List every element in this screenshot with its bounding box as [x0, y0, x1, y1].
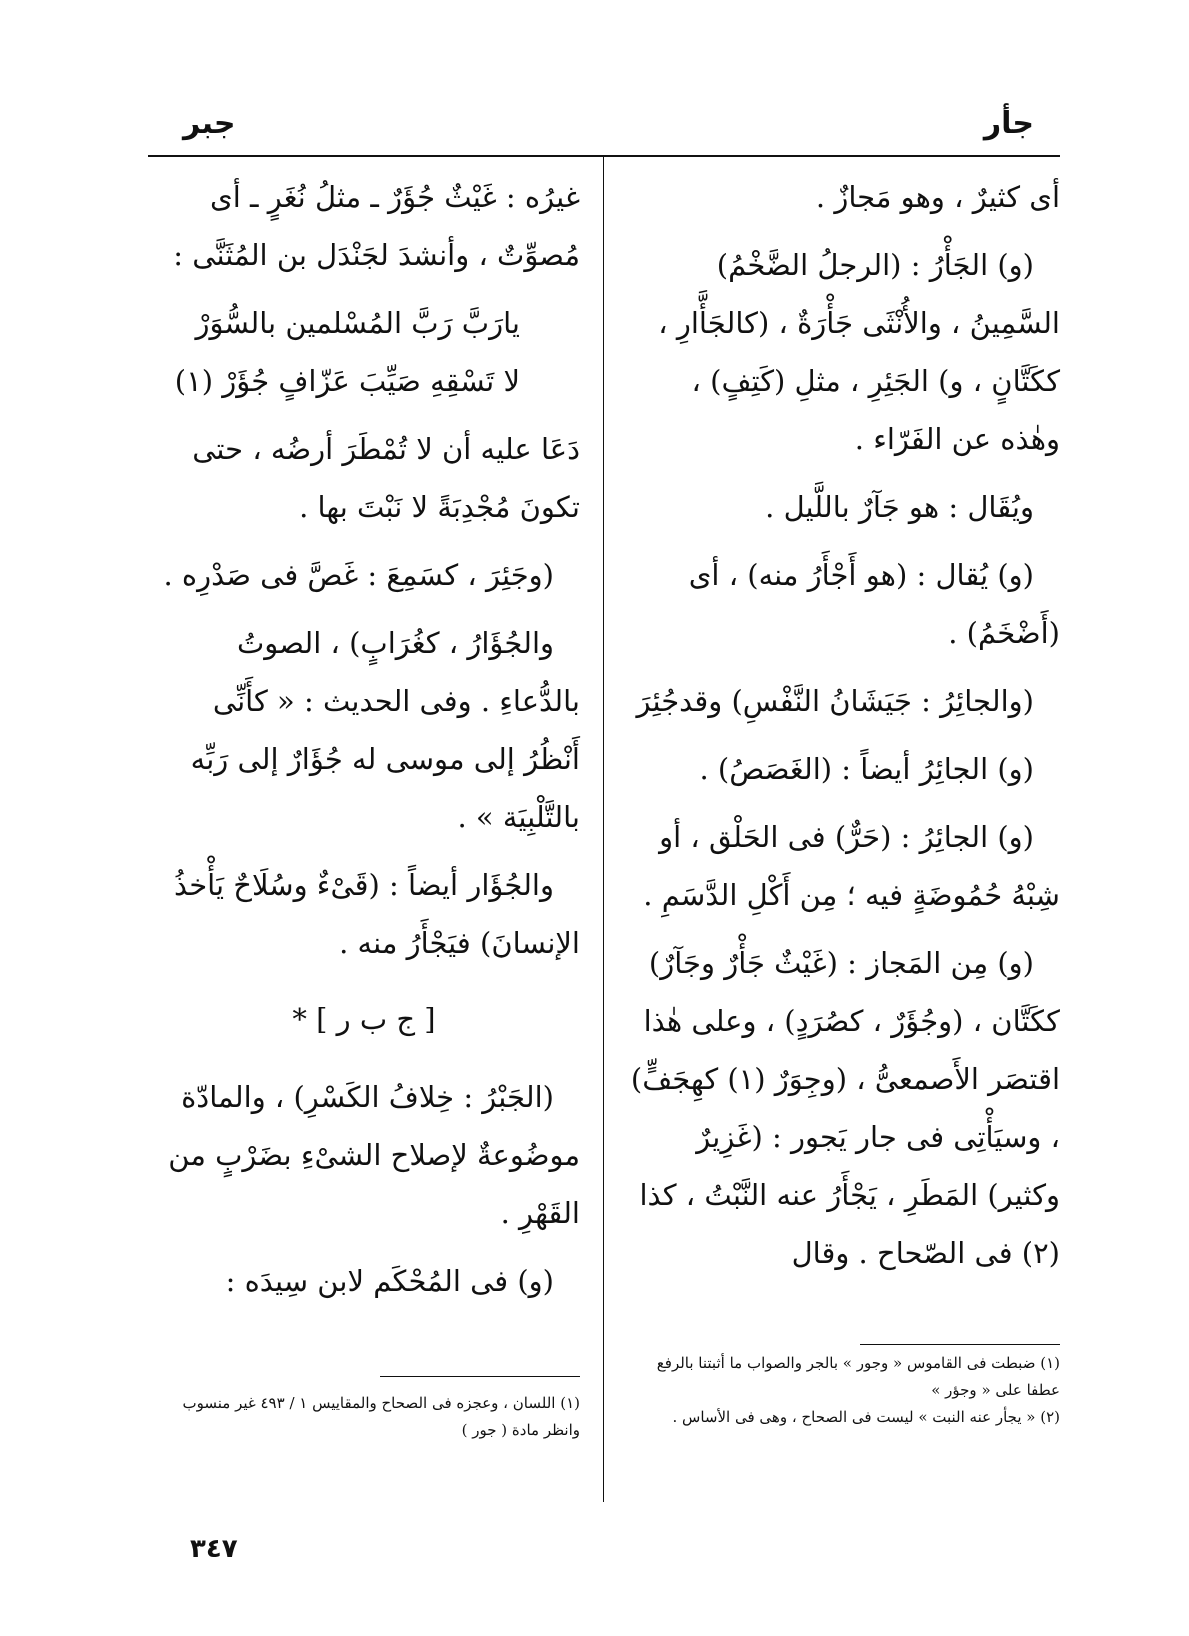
right-column — [628, 168, 1060, 1292]
entry-paragraph: (والجائِرُ : جَيَشَانُ النَّفْسِ) وقدجُئِرَ — [636, 684, 1034, 718]
entry-paragraph: (و) فى المُحْكَم لابن سِيدَه : — [225, 1264, 554, 1298]
footnotes-left — [148, 1390, 580, 1444]
entry-paragraph: والجُؤَارُ ، كغُرَابٍ) ، الصوتُ بالدُّعاءِ . وفى الحديث : « كأَنِّى أَنْظُرُ إلى موسى له جُؤَارٌ إلى رَبِّه بالتَّلْبِيَة » . — [190, 626, 580, 834]
footnote: (١) ضبطت فى القاموس « وجور » بالجر والصواب ما أثبتنا بالرفع عطفا على « وجؤر » — [656, 1354, 1060, 1399]
entry-paragraph: (و) الجائِرُ أيضاً : (الغَصَصُ) . — [699, 752, 1034, 786]
header-right-word: جأر — [983, 106, 1034, 141]
verse-line: لا تَسْقِهِ صَيِّبَ عَزّافٍ جُؤَرْ (١) — [174, 364, 520, 398]
entry-paragraph: ويُقَال : هو جَآرٌ باللَّيل . — [765, 490, 1034, 524]
entry-paragraph: دَعَا عليه أن لا تُمْطَرَ أرضُه ، حتى تكونَ مُجْدِبَةً لا نَبْتَ بها . — [192, 432, 580, 524]
entry-paragraph: (و) الجائِرُ : (حَرٌّ) فى الحَلْق ، أو شِبْهُ حُمُوضَةٍ فيه ؛ مِن أَكْلِ الدَّسَمِ . — [643, 820, 1060, 912]
footnotes-right — [628, 1350, 1060, 1431]
footnote-rule-left — [380, 1376, 580, 1377]
column-divider — [603, 157, 604, 1502]
entry-paragraph: (وجَئِرَ ، كسَمِعَ : غَصَّ فى صَدْرِه . — [163, 558, 554, 592]
left-column — [148, 168, 580, 1320]
footnote: (٢) « يجأر عنه النبت » ليست فى الصحاح ، وهى فى الأساس . — [672, 1408, 1060, 1426]
entry-paragraph: (و) الجَأْرُ : (الرجلُ الضَّخْمُ) السَّمِينُ ، والأُنْثَى جَأْرَةٌ ، (كالجَأَّارِ ، ككَتَّانٍ ، و) الجَئِرِ ، مثلِ (كَتِفٍ) ، وهٰذه عن الفَرّاء . — [658, 248, 1060, 456]
entry-paragraph: أى كثيرٌ ، وهو مَجازٌ . — [815, 180, 1060, 214]
header-left-word: جبر — [183, 106, 236, 141]
entry-paragraph: (الجَبْرُ : خِلافُ الكَسْرِ) ، والمادّة موضُوعةٌ لإصلاح الشىْءِ بضَرْبٍ من القَهْرِ . — [168, 1080, 580, 1230]
entry-paragraph: والجُؤَار أيضاً : (قَىْءٌ وسُلَاحٌ يَأْخذُ الإنسانَ) فيَجْأَرُ منه . — [173, 868, 580, 960]
header-rule — [148, 155, 1060, 157]
page-number: ٣٤٧ — [190, 1534, 238, 1564]
entry-paragraph: (و) يُقال : (هو أَجْأَرُ منه) ، أى (أَضْخَمُ) . — [688, 558, 1060, 650]
verse-line: يارَبَّ رَبَّ المُسْلمين بالسُّوَرْ — [195, 306, 520, 340]
footnote-rule-right — [860, 1344, 1060, 1345]
footnote: (١) اللسان ، وعجزه فى الصحاح والمقاييس ١ / ٤٩٣ غير منسوب وانظر مادة ( جور ) — [182, 1394, 580, 1439]
root-heading: [ ج ب ر ] * — [292, 1002, 436, 1036]
entry-paragraph: (و) مِن المَجاز : (غَيْثٌ جَأْرٌ وجَآرٌ) ككَتَّان ، (وجُؤَرٌ ، كصُرَدٍ) ، وعلى هٰذا اقتصَر الأَصمعىُّ ، (وجِوَرٌ (١) كهِجَفٍّ) ، وسيَأْتِى فى جار يَجور : (غَزِيرٌ وكثير) المَطَرِ ، يَجْأَرُ عنه النَّبْتُ ، كذا (٢) فى الصّحاح . وقال — [630, 946, 1060, 1270]
entry-paragraph: غيرُه : غَيْثٌ جُؤَرٌ ـ مثلُ نُغَرٍ ـ أى مُصوِّتٌ ، وأنشدَ لجَنْدَل بن المُثَنَّى : — [173, 180, 580, 272]
